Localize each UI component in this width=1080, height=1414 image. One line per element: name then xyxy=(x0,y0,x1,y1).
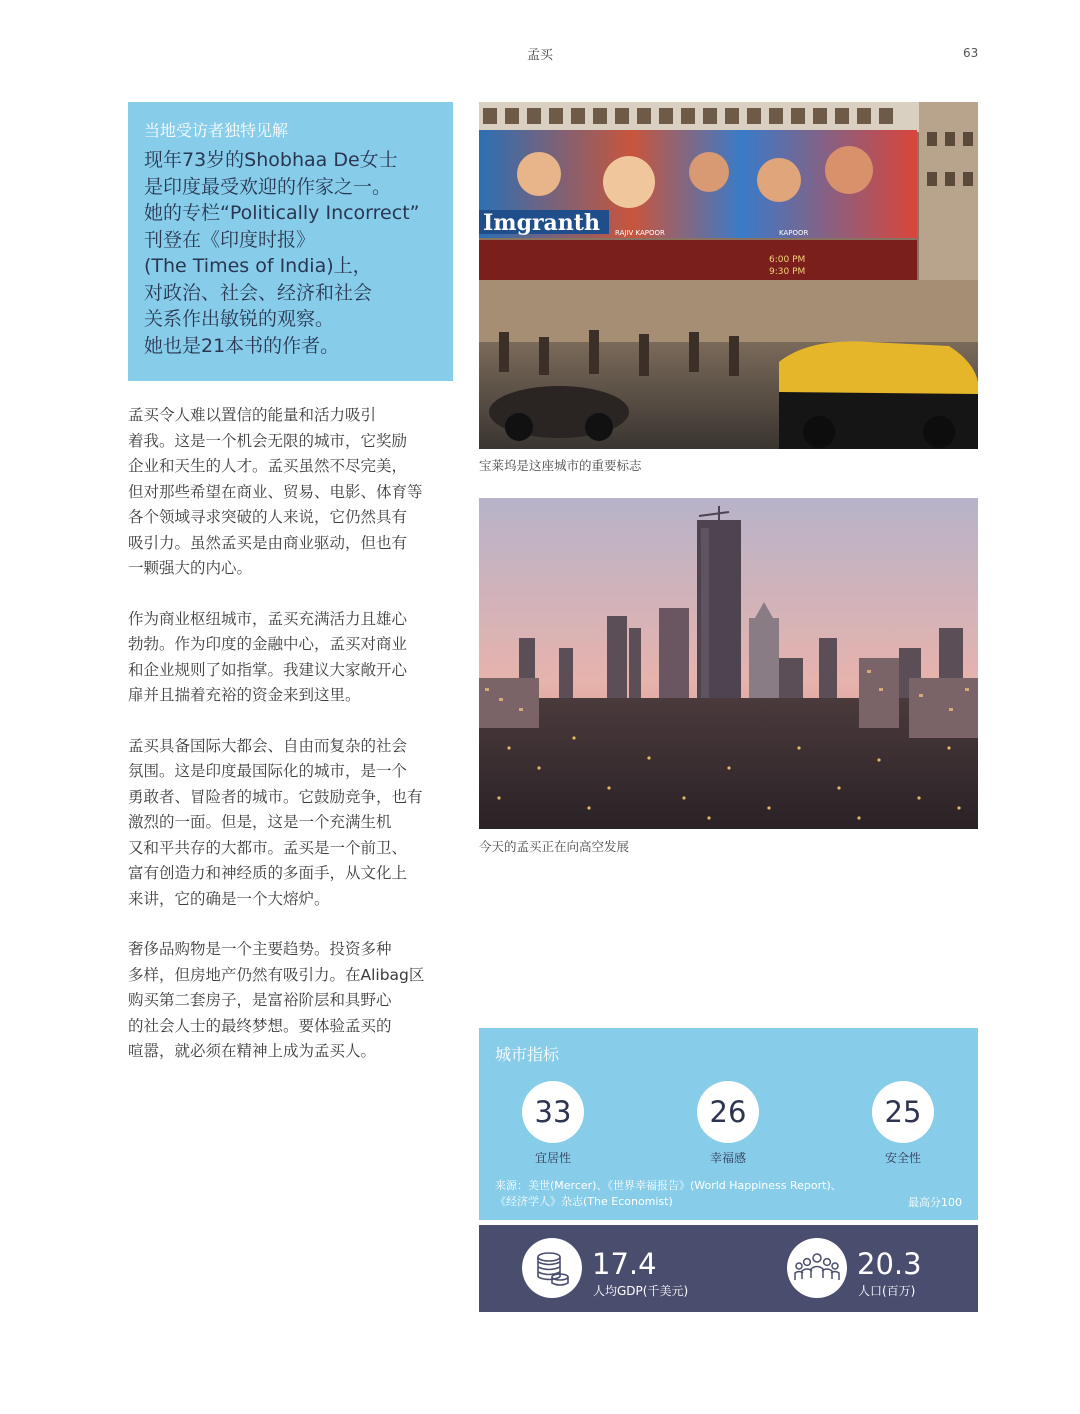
text-line: 的社会人士的最终梦想。要体验孟买的 xyxy=(128,1016,392,1035)
text-line: 勃勃。作为印度的金融中心，孟买对商业 xyxy=(128,635,408,653)
livability-score: 33 xyxy=(522,1081,584,1143)
text-line: 激烈的一面。但是，这是一个充满生机 xyxy=(128,813,392,831)
text-line: 和企业规则了如指掌。我建议大家敞开心 xyxy=(128,660,408,679)
metrics-title: 城市指标 xyxy=(495,1045,560,1064)
happiness-label: 幸福感 xyxy=(709,1151,746,1165)
text-line: 来讲，它的确是一个大熔炉。 xyxy=(128,889,330,908)
text-line: 吸引力。虽然孟买是由商业驱动，但也有 xyxy=(128,533,408,552)
insight-line: 刊登在《印度时报》 xyxy=(144,228,316,251)
text-line: 孟买令人难以置信的能量和活力吸引 xyxy=(128,406,377,424)
insight-text xyxy=(144,147,437,359)
page-number: 63 xyxy=(963,46,979,60)
paragraph xyxy=(128,607,450,709)
coins-icon xyxy=(522,1238,582,1298)
paragraph xyxy=(128,937,450,1065)
text-line: 各个领域寻求突破的人来说，它仍然具有 xyxy=(128,508,408,526)
population-value: 20.3 xyxy=(857,1247,922,1281)
cinema-sign: Imgranth xyxy=(483,210,600,236)
paragraph xyxy=(128,734,450,913)
paragraph xyxy=(128,403,450,582)
text-line: 购买第二套房子，是富裕阶层和具野心 xyxy=(128,991,392,1009)
insight-line: 她的专栏“Politically Incorrect” xyxy=(144,202,420,224)
text-line: 孟买具备国际大都会、自由而复杂的社会 xyxy=(128,736,408,755)
source-line: 《经济学人》杂志(The Economist) xyxy=(495,1195,673,1208)
livability-label: 宜居性 xyxy=(534,1151,571,1165)
happiness-score: 26 xyxy=(697,1081,759,1143)
text-line: 氛围。这是印度最国际化的城市，是一个 xyxy=(128,762,408,780)
text-line: 多样，但房地产仍然有吸引力。在Alibag区 xyxy=(128,965,425,984)
text-line: 富有创造力和神经质的多面手，从文化上 xyxy=(128,864,408,882)
text-line: 但对那些希望在商业、贸易、电影、体育等 xyxy=(128,482,423,501)
text-line: 一颗强大的内心。 xyxy=(128,559,253,577)
text-line: 又和平共存的大都市。孟买是一个前卫、 xyxy=(128,838,408,857)
insight-line: (The Times of India)上， xyxy=(144,255,372,277)
showtime: 9:30 PM xyxy=(769,267,806,277)
people-icon xyxy=(787,1238,847,1298)
gdp-label: 人均GDP(千美元) xyxy=(593,1284,689,1298)
interviewee-insight-box xyxy=(128,102,453,381)
source-line: 来源：美世(Mercer)、《世界幸福报告》(World Happiness Report)、 xyxy=(495,1179,842,1192)
skyline-photo xyxy=(479,498,978,829)
text-line: 企业和天生的人才。孟买虽然不尽完美， xyxy=(128,457,408,475)
text-line: 扉并且揣着充裕的资金来到这里。 xyxy=(128,686,361,704)
cinema-caption: 宝莱坞是这座城市的重要标志 xyxy=(479,458,642,473)
skyline-caption: 今天的孟买正在向高空发展 xyxy=(479,839,630,854)
text-line: 勇敢者、冒险者的城市。它鼓励竞争，也有 xyxy=(128,787,423,806)
population-label: 人口(百万) xyxy=(858,1284,916,1298)
max-score-note: 最高分100 xyxy=(908,1196,962,1209)
insight-line: 她也是21本书的作者。 xyxy=(144,334,340,357)
insight-label: 当地受访者独特见解 xyxy=(144,121,289,140)
safety-score: 25 xyxy=(872,1081,934,1143)
billboard-credit: KAPOOR xyxy=(779,229,809,237)
insight-line: 现年73岁的Shobhaa De女士 xyxy=(144,149,398,171)
text-line: 作为商业枢纽城市，孟买充满活力且雄心 xyxy=(128,609,408,628)
showtime: 6:00 PM xyxy=(769,255,806,265)
billboard-credit: RAJIV KAPOOR xyxy=(615,229,665,237)
running-header: 孟买 xyxy=(526,48,553,63)
insight-line: 关系作出敏锐的观察。 xyxy=(144,308,335,330)
insight-line: 是印度最受欢迎的作家之一。 xyxy=(144,175,392,198)
insight-line: 对政治、社会、经济和社会 xyxy=(144,281,373,304)
safety-label: 安全性 xyxy=(884,1151,921,1165)
text-line: 喧嚣，就必须在精神上成为孟买人。 xyxy=(128,1042,377,1060)
city-metrics-panel xyxy=(479,1028,978,1220)
text-line: 奢侈品购物是一个主要趋势。投资多种 xyxy=(128,940,392,958)
economy-panel xyxy=(479,1225,978,1312)
cinema-photo xyxy=(479,102,978,449)
text-line: 着我。这是一个机会无限的城市，它奖励 xyxy=(128,431,408,450)
article-body xyxy=(128,403,450,1090)
gdp-value: 17.4 xyxy=(592,1247,657,1281)
metrics-source xyxy=(495,1178,875,1210)
